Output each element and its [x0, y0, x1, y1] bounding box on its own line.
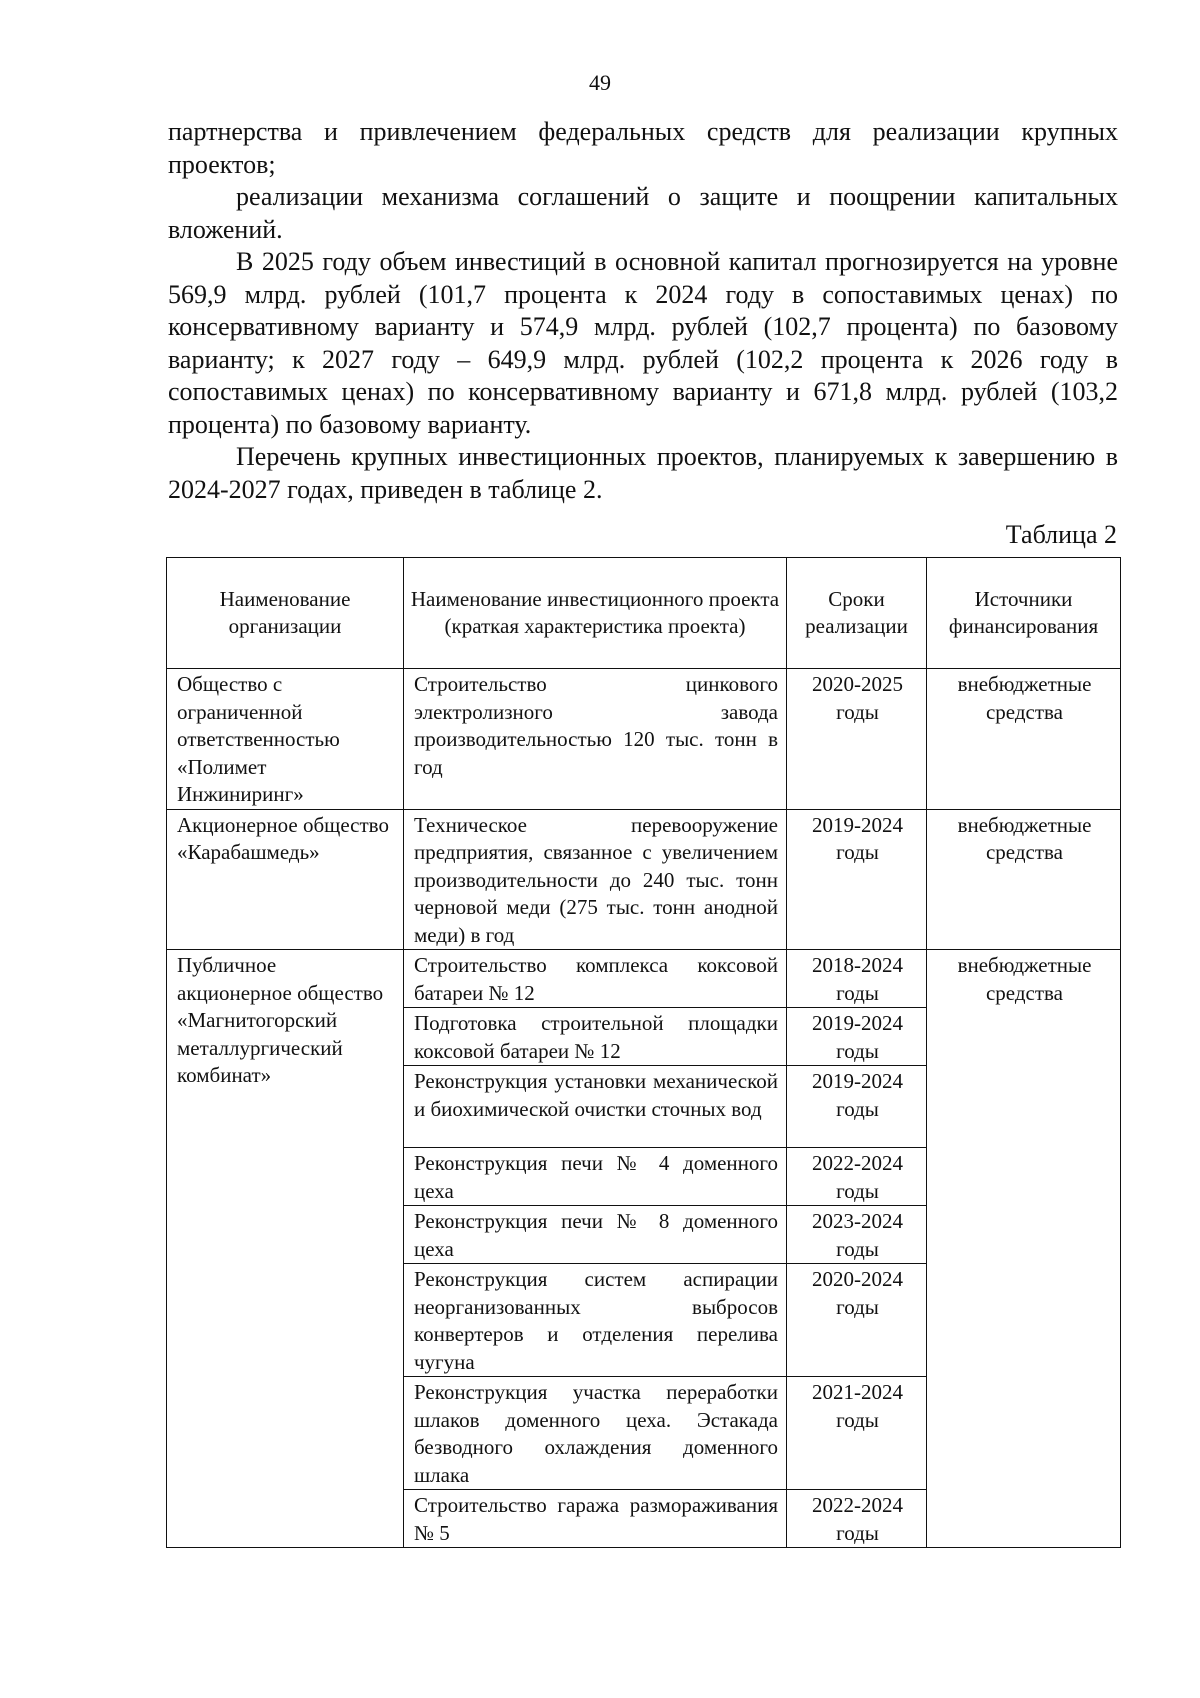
funding-cell: внебюджетные средства [927, 950, 1121, 1548]
project-cell: Строительство цинкового электролизного завода производительностью 120 тыс. тонн в год [404, 669, 787, 810]
paragraph: партнерства и привлечением федеральных средств для реализации крупных проектов; [168, 117, 1118, 179]
paragraph: В 2025 году объем инвестиций в основной капитал прогнозируется на уровне 569,9 млрд. рублей (101,7 процента к 2024 году в сопоставимых ценах) по консервативному варианту и 574,9 млрд. рублей (102,7 процента) по базовому варианту; к 2027 году – 649,9 млрд. рублей (102,2 процента к 2026 году в сопоставимых ценах) по консервативному варианту и 671,8 млрд. рублей (103,2 процента) по базовому варианту. [168, 247, 1118, 439]
paragraph: Перечень крупных инвестиционных проектов, планируемых к завершению в 2024-2027 годах, приведен в таблице 2. [168, 442, 1118, 504]
term-cell: 2022-2024 годы [787, 1148, 927, 1206]
project-cell: Реконструкция установки механической и биохимической очистки сточных вод [404, 1066, 787, 1148]
term-cell: 2019-2024 годы [787, 809, 927, 950]
table-caption: Таблица 2 [1005, 520, 1117, 549]
term-cell: 2021-2024 годы [787, 1377, 927, 1490]
term-cell: 2018-2024 годы [787, 950, 927, 1008]
table-row [167, 950, 1121, 1008]
funding-cell: внебюджетные средства [927, 669, 1121, 810]
project-cell: Техническое перевооружение предприятия, связанное с увеличением производительности до 240 тыс. тонн черновой меди (275 тыс. тонн анодной меди) в год [404, 809, 787, 950]
page-number: 49 [589, 70, 611, 95]
organization-cell: Акционерное общество «Карабашмедь» [167, 809, 404, 950]
term-cell: 2019-2024 годы [787, 1066, 927, 1148]
project-cell: Строительство гаража размораживания № 5 [404, 1490, 787, 1548]
project-cell: Реконструкция систем аспирации неорганизованных выбросов конвертеров и отделения перелива чугуна [404, 1264, 787, 1377]
project-cell: Реконструкция участка переработки шлаков доменного цеха. Эстакада безводного охлаждения доменного шлака [404, 1377, 787, 1490]
organization-cell: Публичное акционерное общество «Магнитогорский металлургический комбинат» [167, 950, 404, 1548]
funding-cell: внебюджетные средства [927, 809, 1121, 950]
header-funding: Источники финансирования [927, 558, 1121, 669]
body-text [168, 116, 1118, 506]
header-organization: Наименование организации [167, 558, 404, 669]
header-project: Наименование инвестиционного проекта (краткая характеристика проекта) [404, 558, 787, 669]
term-cell: 2019-2024 годы [787, 1008, 927, 1066]
paragraph: реализации механизма соглашений о защите и поощрении капитальных вложений. [168, 182, 1118, 244]
term-cell: 2020-2025 годы [787, 669, 927, 810]
table-header-row [167, 558, 1121, 669]
term-cell: 2023-2024 годы [787, 1206, 927, 1264]
table-row [167, 809, 1121, 950]
project-cell: Реконструкция печи № 4 доменного цеха [404, 1148, 787, 1206]
term-cell: 2022-2024 годы [787, 1490, 927, 1548]
term-cell: 2020-2024 годы [787, 1264, 927, 1377]
project-cell: Подготовка строительной площадки коксовой батареи № 12 [404, 1008, 787, 1066]
investment-projects-table [166, 557, 1121, 1548]
table-row [167, 669, 1121, 810]
project-cell: Реконструкция печи № 8 доменного цеха [404, 1206, 787, 1264]
header-term: Сроки реализации [787, 558, 927, 669]
organization-cell: Общество с ограниченной ответственностью «Полимет Инжиниринг» [167, 669, 404, 810]
project-cell: Строительство комплекса коксовой батареи № 12 [404, 950, 787, 1008]
